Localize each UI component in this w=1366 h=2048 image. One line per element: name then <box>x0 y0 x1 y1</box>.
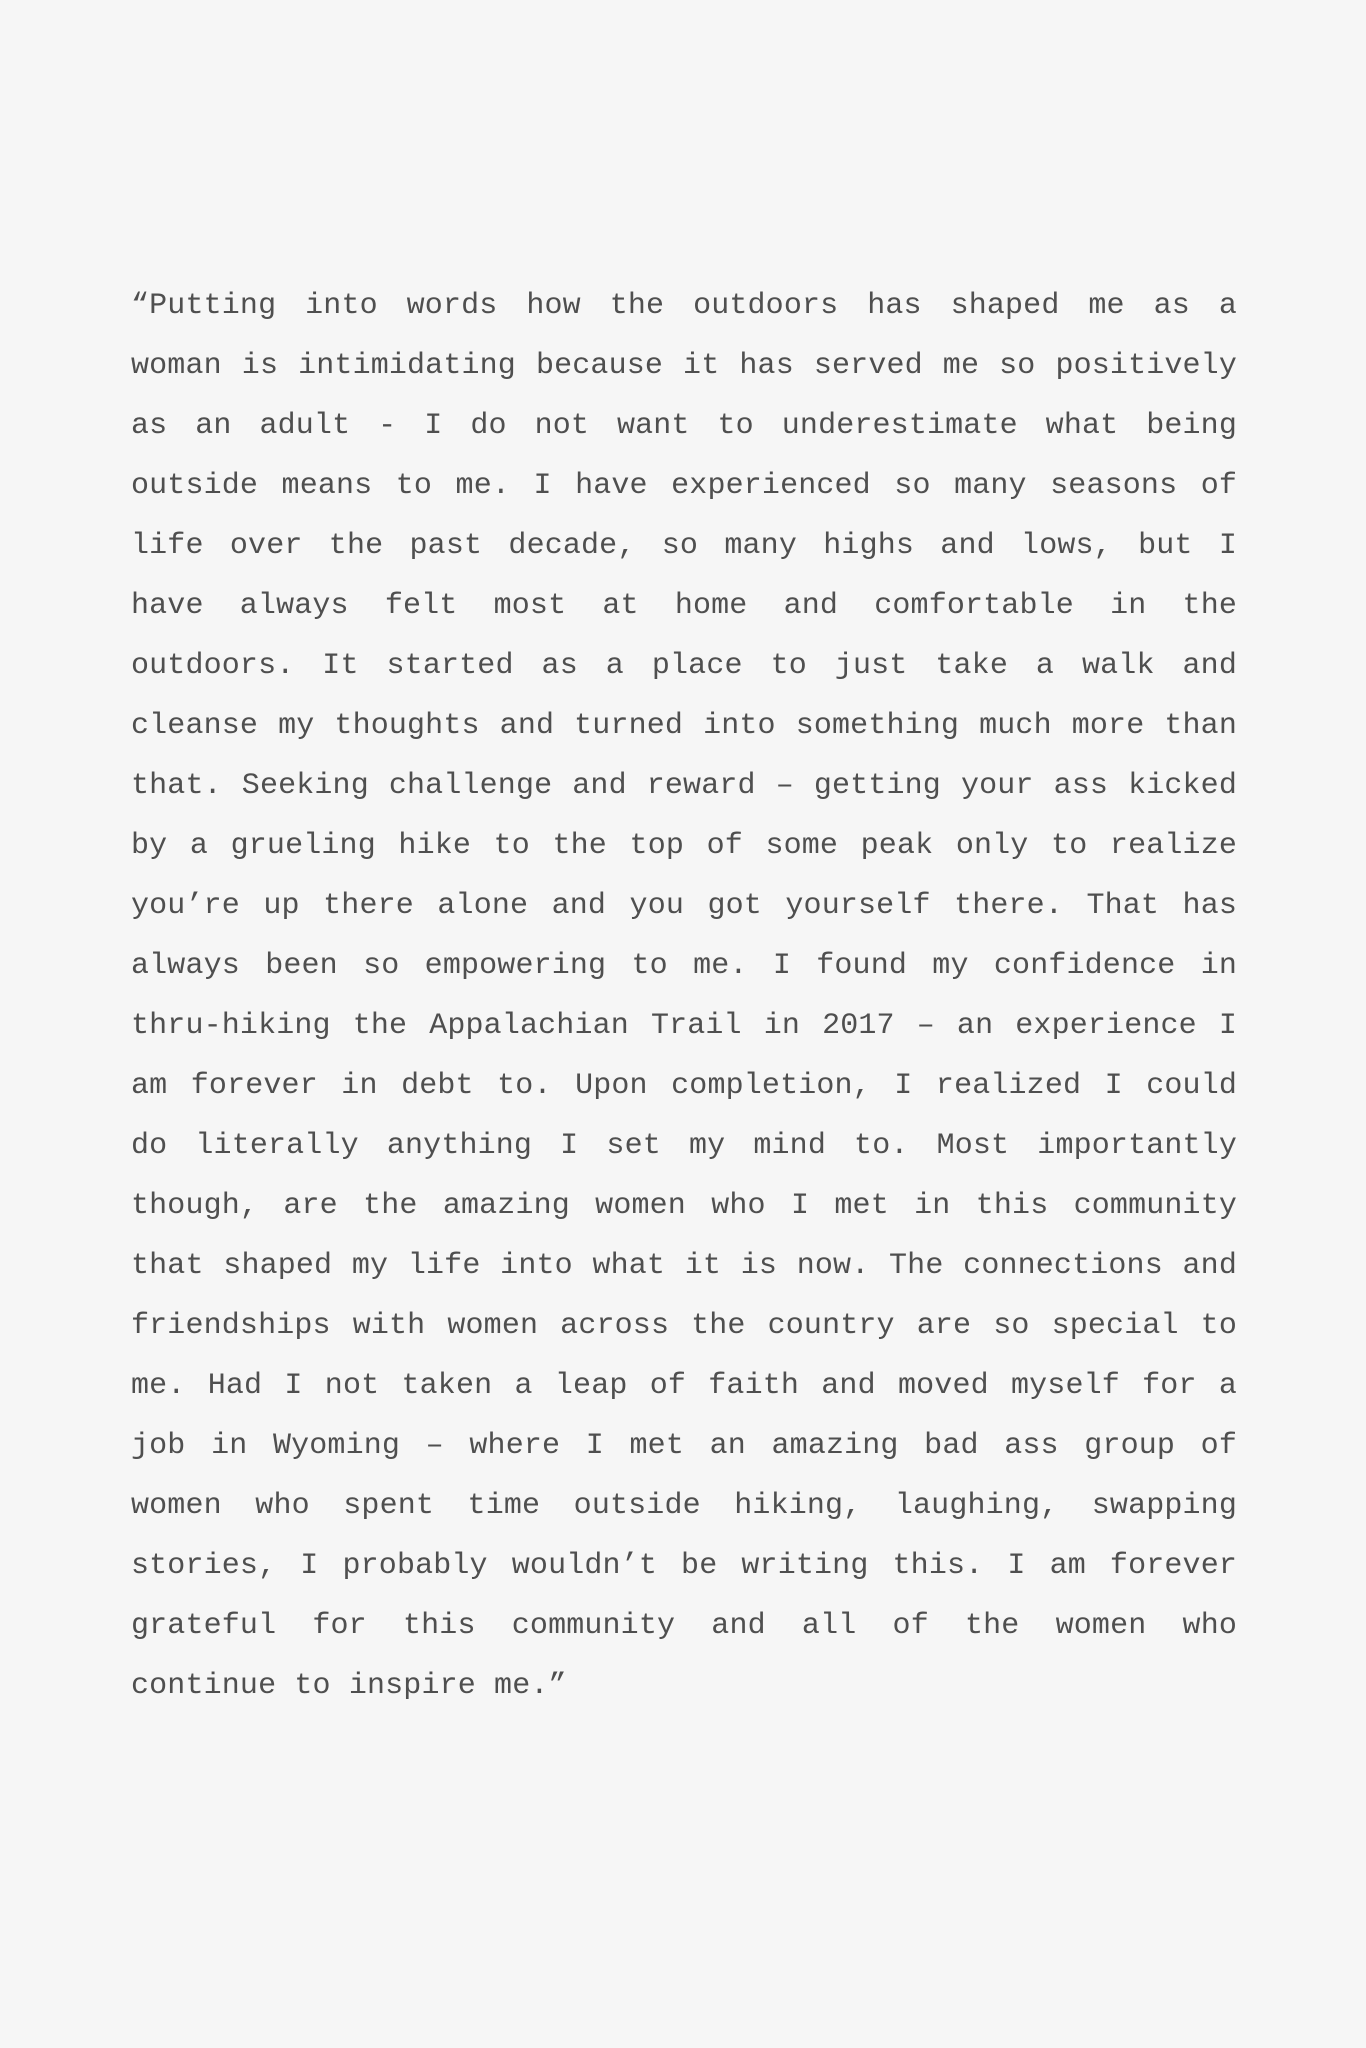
testimonial-quote: “Putting into words how the outdoors has shaped me as a woman is intimidating because it has served me so positively as an adult - I do not want to underestimate what being outside means to me. I have experienced so many seasons of life over the past decade, so many highs and lows, but I have always felt most at home and comfortable in the outdoors. It started as a place to just take a walk and cleanse my thoughts and turned into something much more than that. Seeking challenge and reward – getting your ass kicked by a grueling hike to the top of some peak only to realize you’re up there alone and you got yourself there. That has always been so empowering to me. I found my confidence in thru-hiking the Appalachian Trail in 2017 – an experience I am forever in debt to. Upon completion, I realized I could do literally anything I set my mind to. Most importantly though, are the amazing women who I met in this community that shaped my life into what it is now. The connections and friendships with women across the country are so special to me. Had I not taken a leap of faith and moved myself for a job in Wyoming – where I met an amazing bad ass group of women who spent time outside hiking, laughing, swapping stories, I probably wouldn’t be writing this. I am forever grateful for this community and all of the women who continue to inspire me.” <box>131 289 1237 1703</box>
